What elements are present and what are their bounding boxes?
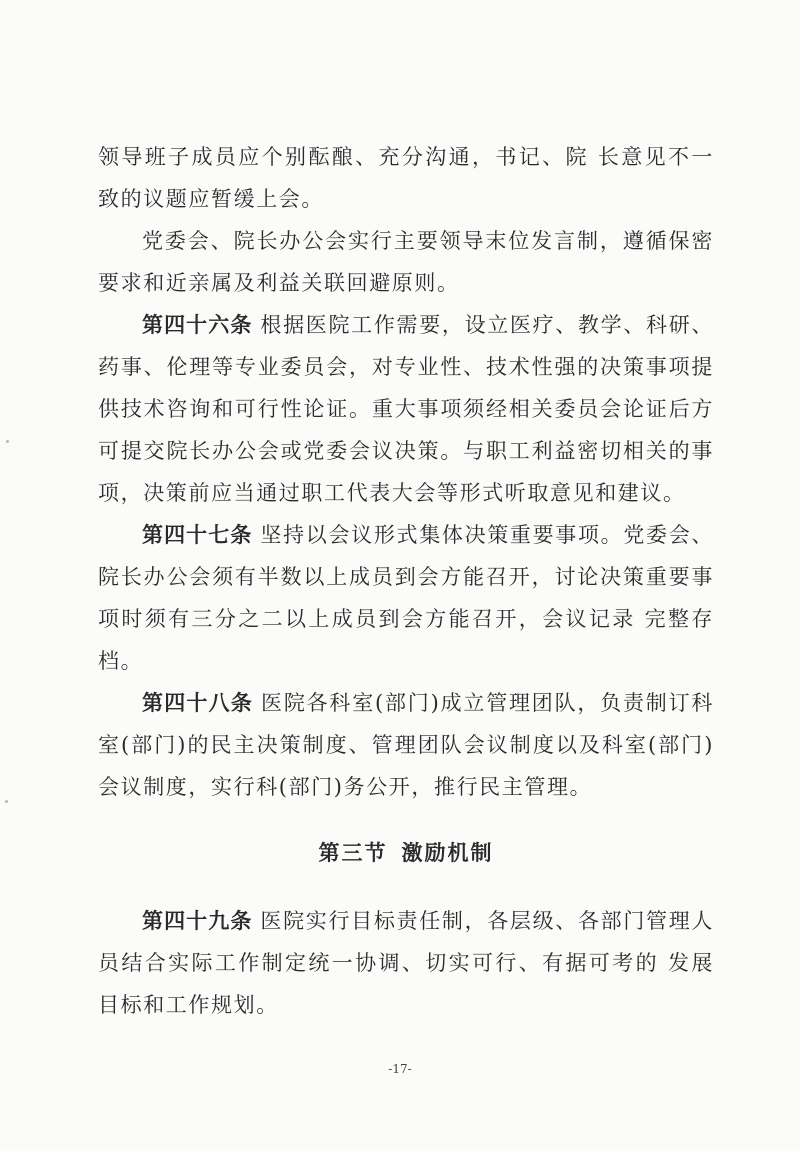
article-text: 医院实行目标责任制，各层级、各部门管理人员结合实际工作制定统一协调、切实可行、有据可考的 发展目标和工作规划。 (98, 909, 715, 1017)
article-number: 第四十六条 (142, 312, 253, 337)
article-text: 医院各科室(部门)成立管理团队，负责制订科室(部门)的民主决策制度、管理团队会议制度以及科室(部门)会议制度，实行科(部门)务公开，推行民主管理。 (98, 691, 715, 799)
paragraph-last-speaker-rule (98, 220, 714, 304)
article-48 (98, 682, 714, 808)
scan-speck (6, 440, 9, 443)
paragraph-leadership-consultation (98, 136, 714, 220)
article-text: 根据医院工作需要，设立医疗、教学、科研、药事、伦理等专业委员会，对专业性、技术性强的决策事项提供技术咨询和可行性论证。重大事项须经相关委员会论证后方可提交院长办公会或党委会议决策。与职工利益密切相关的事项，决策前应当通过职工代表大会等形式听取意见和建议。 (98, 313, 715, 505)
section-title: 激励机制 (401, 840, 494, 865)
article-number: 第四十九条 (142, 908, 253, 933)
section-number: 第三节 (318, 840, 388, 865)
page-number: -17- (388, 1062, 412, 1076)
paragraph-text: 领导班子成员应个别酝酿、充分沟通，书记、院 长意见不一致的议题应暂缓上会。 (98, 145, 714, 211)
article-47 (98, 514, 714, 682)
document-body (98, 136, 714, 1026)
scan-speck (5, 800, 8, 803)
article-text: 坚持以会议形式集体决策重要事项。党委会、院长办公会须有半数以上成员到会方能召开，讨论决策重要事项时须有三分之二以上成员到会方能召开，会议记录 完整存档。 (98, 523, 715, 673)
paragraph-text: 党委会、院长办公会实行主要领导末位发言制，遵循保密要求和近亲属及利益关联回避原则。 (98, 229, 714, 295)
article-number: 第四十八条 (142, 690, 254, 715)
article-number: 第四十七条 (142, 522, 253, 547)
article-49 (98, 900, 714, 1026)
section-heading (98, 832, 714, 874)
article-46 (98, 304, 714, 514)
